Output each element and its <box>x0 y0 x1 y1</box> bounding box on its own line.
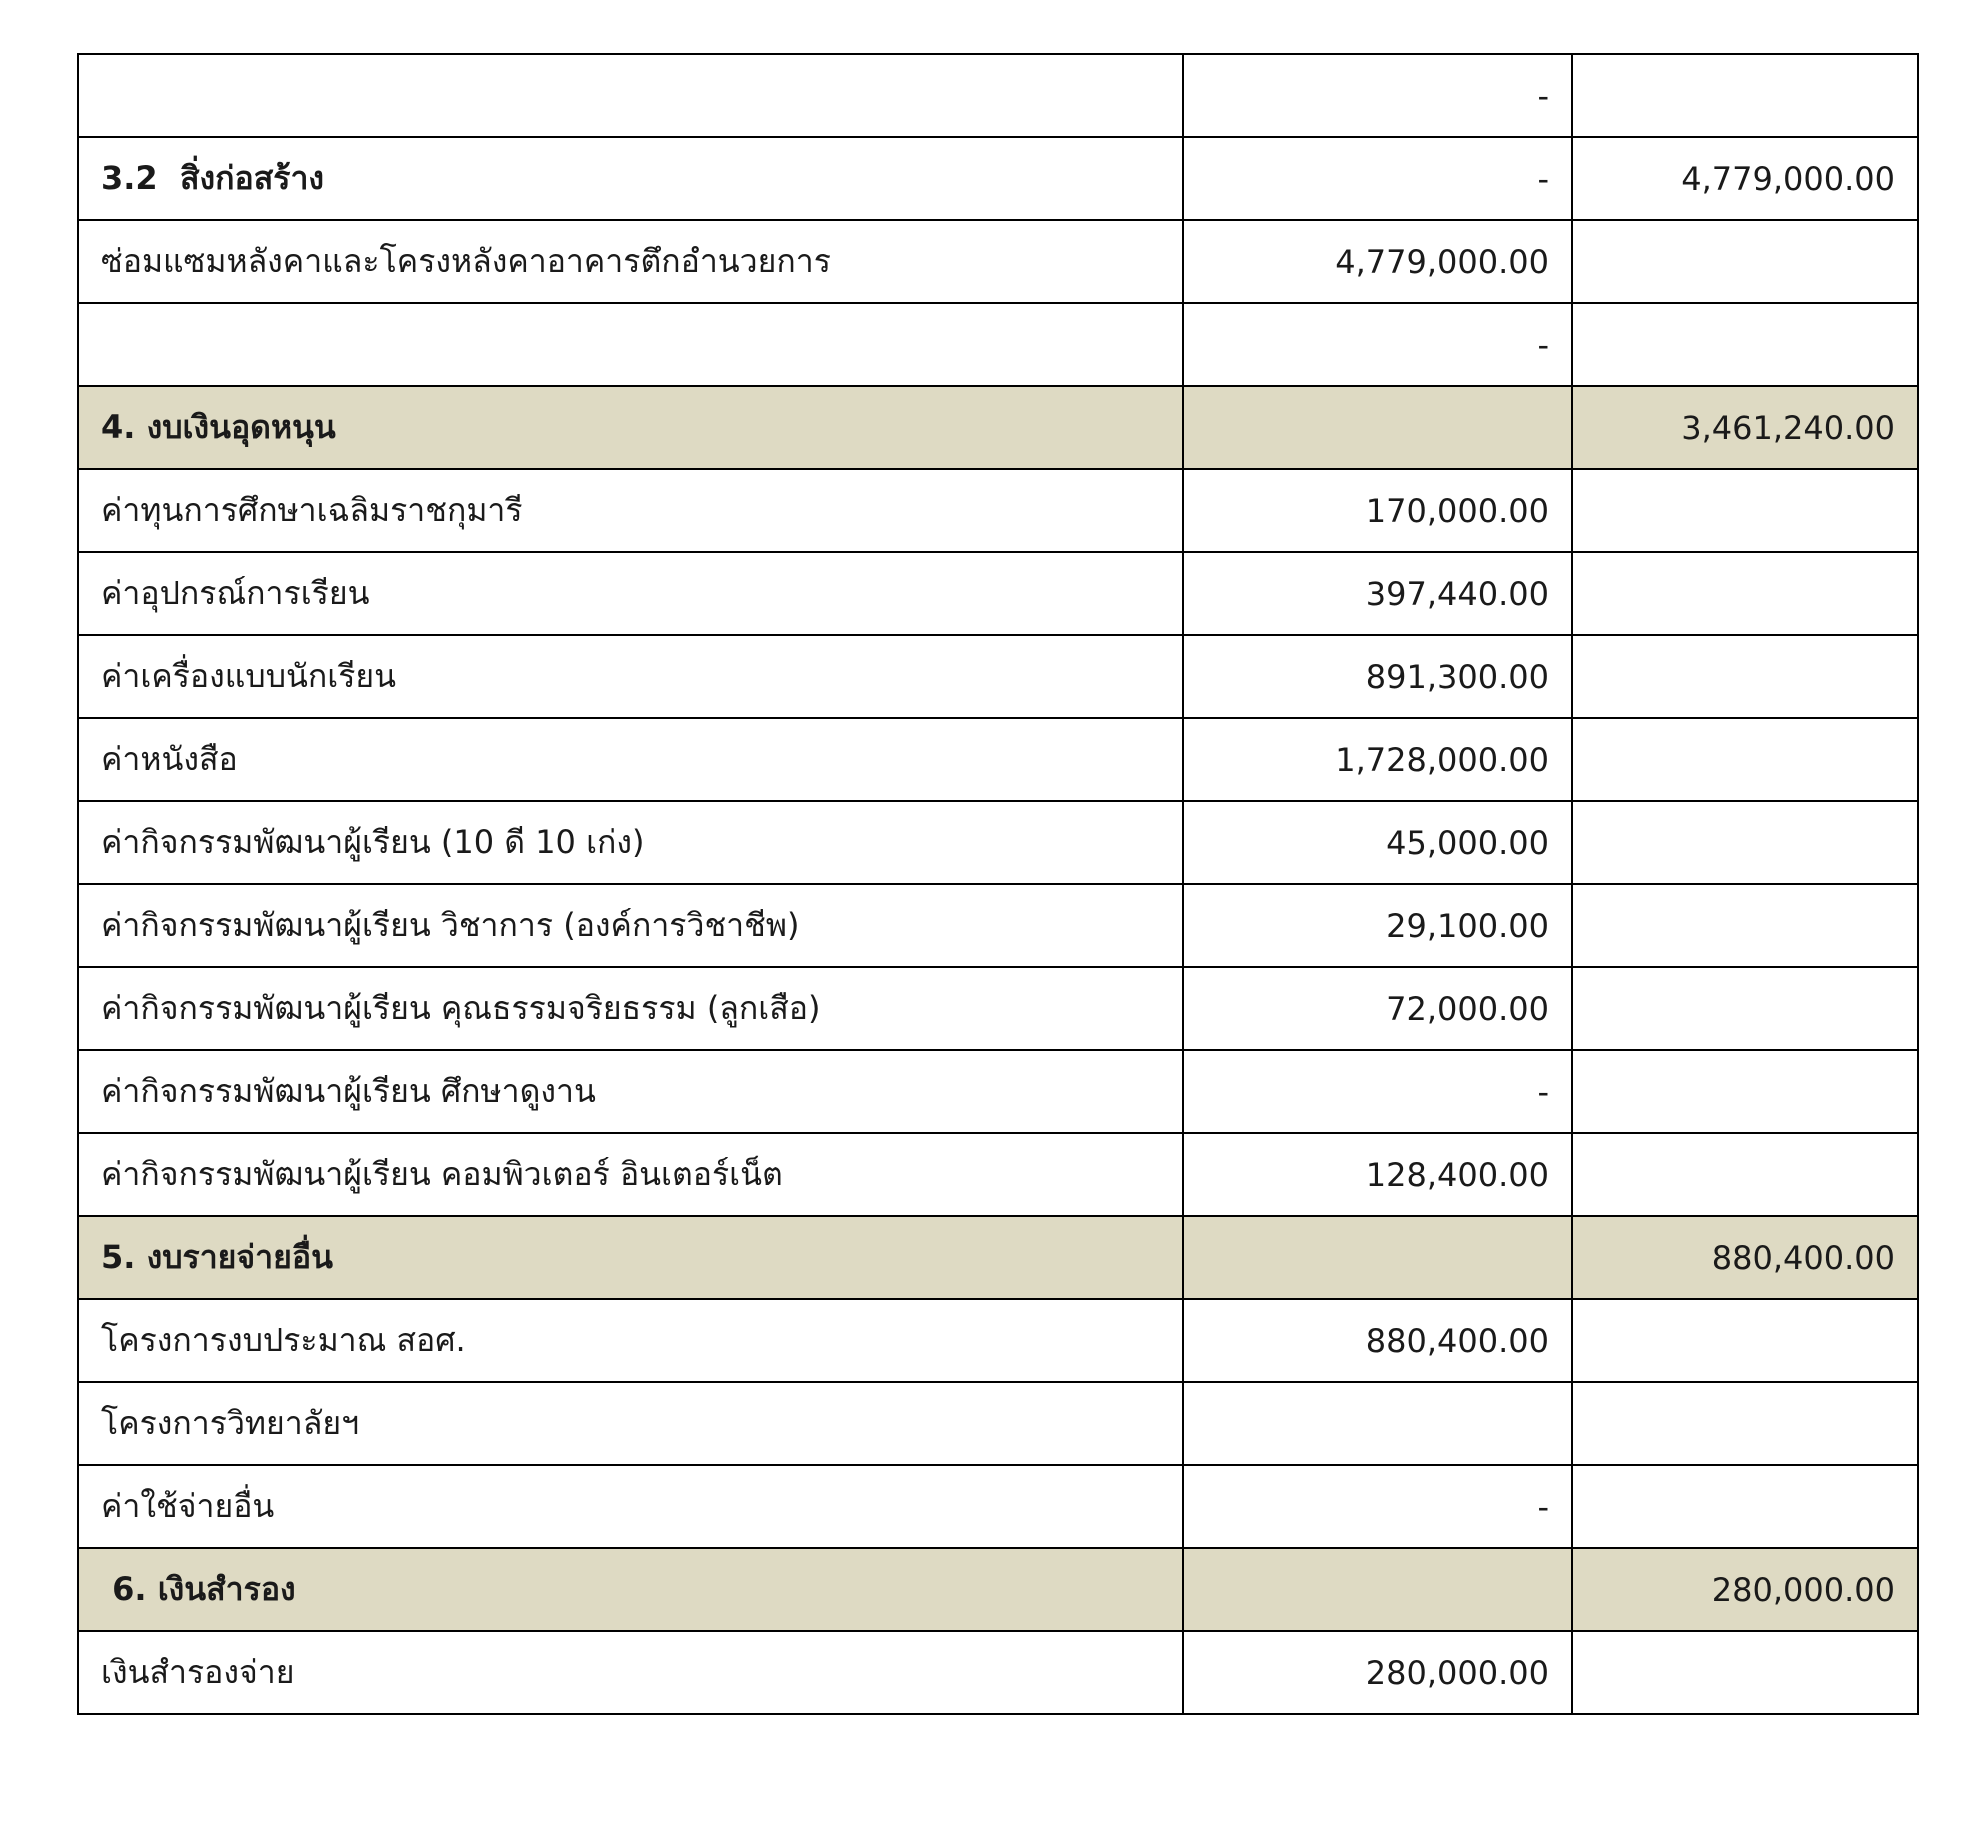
section-total: 880,400.00 <box>1572 1216 1918 1299</box>
row-total <box>1572 801 1918 884</box>
row-label: เงินสำรองจ่าย <box>78 1631 1183 1714</box>
table-row <box>78 1299 1918 1382</box>
row-total <box>1572 718 1918 801</box>
row-label: ค่ากิจกรรมพัฒนาผู้เรียน วิชาการ (องค์การวิชาชีพ) <box>78 884 1183 967</box>
section-row <box>78 386 1918 469</box>
row-subtotal: 1,728,000.00 <box>1183 718 1572 801</box>
table-row <box>78 1631 1918 1714</box>
table-row <box>78 1465 1918 1548</box>
row-label: โครงการงบประมาณ สอศ. <box>78 1299 1183 1382</box>
table-row <box>78 552 1918 635</box>
row-subtotal: - <box>1183 54 1572 137</box>
row-total <box>1572 54 1918 137</box>
row-subtotal: 128,400.00 <box>1183 1133 1572 1216</box>
section-label: 5. งบรายจ่ายอื่น <box>78 1216 1183 1299</box>
row-total <box>1572 1631 1918 1714</box>
table-row <box>78 1133 1918 1216</box>
row-subtotal: - <box>1183 303 1572 386</box>
row-total: 4,779,000.00 <box>1572 137 1918 220</box>
table-row <box>78 469 1918 552</box>
section-row <box>78 1216 1918 1299</box>
row-subtotal: 29,100.00 <box>1183 884 1572 967</box>
section-row <box>78 1548 1918 1631</box>
row-subtotal: - <box>1183 137 1572 220</box>
row-label: ค่ากิจกรรมพัฒนาผู้เรียน ศึกษาดูงาน <box>78 1050 1183 1133</box>
table-row <box>78 303 1918 386</box>
row-subtotal: 45,000.00 <box>1183 801 1572 884</box>
row-total <box>1572 1465 1918 1548</box>
row-label <box>78 303 1183 386</box>
row-label: ค่าเครื่องแบบนักเรียน <box>78 635 1183 718</box>
row-subtotal: 280,000.00 <box>1183 1631 1572 1714</box>
table-row <box>78 884 1918 967</box>
table-row <box>78 635 1918 718</box>
subsection-label: 3.2 สิ่งก่อสร้าง <box>78 137 1183 220</box>
section-total: 280,000.00 <box>1572 1548 1918 1631</box>
table-row <box>78 1382 1918 1465</box>
row-label: ค่าใช้จ่ายอื่น <box>78 1465 1183 1548</box>
row-label: ค่าอุปกรณ์การเรียน <box>78 552 1183 635</box>
row-subtotal: 72,000.00 <box>1183 967 1572 1050</box>
row-subtotal: 170,000.00 <box>1183 469 1572 552</box>
row-label: ค่ากิจกรรมพัฒนาผู้เรียน คอมพิวเตอร์ อินเตอร์เน็ต <box>78 1133 1183 1216</box>
subsection-row <box>78 137 1918 220</box>
row-total <box>1572 967 1918 1050</box>
section-label: 6. เงินสำรอง <box>78 1548 1183 1631</box>
row-total <box>1572 1382 1918 1465</box>
row-total <box>1572 469 1918 552</box>
row-total <box>1572 635 1918 718</box>
row-subtotal <box>1183 1548 1572 1631</box>
row-total <box>1572 552 1918 635</box>
row-subtotal: 891,300.00 <box>1183 635 1572 718</box>
row-subtotal: - <box>1183 1465 1572 1548</box>
budget-table <box>77 53 1919 1715</box>
row-label: ค่ากิจกรรมพัฒนาผู้เรียน คุณธรรมจริยธรรม (ลูกเสือ) <box>78 967 1183 1050</box>
row-total <box>1572 220 1918 303</box>
row-total <box>1572 1299 1918 1382</box>
table-row <box>78 718 1918 801</box>
row-label <box>78 54 1183 137</box>
table-row <box>78 1050 1918 1133</box>
row-subtotal <box>1183 1382 1572 1465</box>
row-label: ซ่อมแซมหลังคาและโครงหลังคาอาคารตึกอำนวยการ <box>78 220 1183 303</box>
row-subtotal: 4,779,000.00 <box>1183 220 1572 303</box>
row-total <box>1572 1133 1918 1216</box>
row-subtotal <box>1183 386 1572 469</box>
row-label: ค่ากิจกรรมพัฒนาผู้เรียน (10 ดี 10 เก่ง) <box>78 801 1183 884</box>
table-row <box>78 967 1918 1050</box>
row-subtotal: 880,400.00 <box>1183 1299 1572 1382</box>
row-subtotal: 397,440.00 <box>1183 552 1572 635</box>
section-total: 3,461,240.00 <box>1572 386 1918 469</box>
table-row <box>78 54 1918 137</box>
row-label: ค่าหนังสือ <box>78 718 1183 801</box>
table-row <box>78 220 1918 303</box>
row-subtotal: - <box>1183 1050 1572 1133</box>
row-subtotal <box>1183 1216 1572 1299</box>
table-row <box>78 801 1918 884</box>
section-label: 4. งบเงินอุดหนุน <box>78 386 1183 469</box>
row-label: ค่าทุนการศึกษาเฉลิมราชกุมารี <box>78 469 1183 552</box>
row-total <box>1572 884 1918 967</box>
row-label: โครงการวิทยาลัยฯ <box>78 1382 1183 1465</box>
row-total <box>1572 303 1918 386</box>
row-total <box>1572 1050 1918 1133</box>
